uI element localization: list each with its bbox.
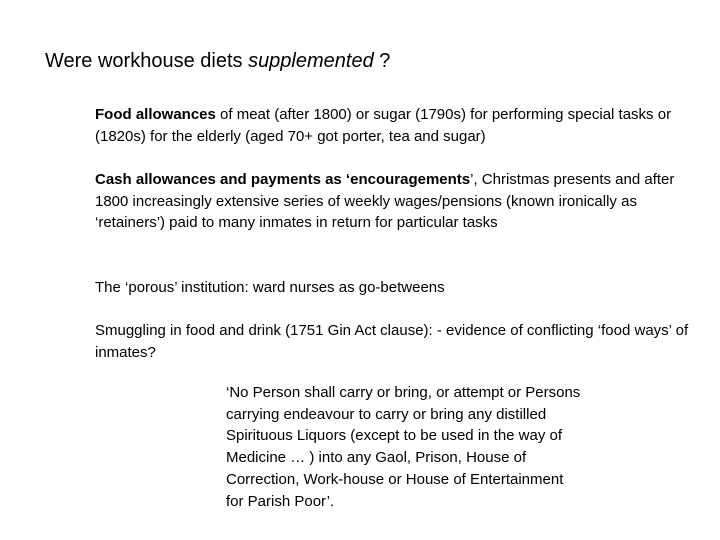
- quote-line: carrying endeavour to carry or bring any distilled: [226, 405, 547, 423]
- title-prefix: Were workhouse diets: [45, 50, 249, 72]
- point-cash-allowances: [95, 169, 695, 234]
- title-suffix: ?: [373, 50, 391, 72]
- point-text: ’, Christmas presents and after 1800 increasingly extensive series of weekly wages/pensions (known ironically as ‘retainers’) paid to many inmates in return for particular tasks: [95, 171, 675, 232]
- point-bold-lead: Cash allowances and payments as ‘encouragements: [95, 171, 471, 188]
- title-emphasis: supplemented: [248, 50, 374, 72]
- point-text: of meat (after 1800) or sugar (1790s) for performing special tasks or (1820s) for the elderly (aged 70+ got porter, tea and sugar): [95, 106, 672, 145]
- quote-line: Medicine … ) into any Gaol, Prison, House of: [226, 449, 527, 467]
- point-porous-institution: [95, 277, 695, 299]
- point-food-allowances: [95, 104, 695, 147]
- point-smuggling: [95, 320, 695, 363]
- quote-line: for Parish Poor’.: [226, 492, 335, 510]
- quote-line: Correction, Work-house or House of Entertainment: [226, 470, 564, 488]
- quote-line: Spirituous Liquors (except to be used in the way of: [226, 427, 563, 445]
- quote-line: ‘No Person shall carry or bring, or attempt or Persons: [226, 384, 581, 401]
- point-text: Smuggling in food and drink (1751 Gin Act clause): - evidence of conflicting ‘food ways’ of inmates?: [95, 322, 689, 361]
- point-bold-lead: Food allowances: [95, 106, 216, 123]
- slide-title: [45, 47, 390, 75]
- point-text: The ‘porous’ institution: ward nurses as go-betweens: [95, 279, 445, 296]
- gin-act-quote: [226, 382, 646, 512]
